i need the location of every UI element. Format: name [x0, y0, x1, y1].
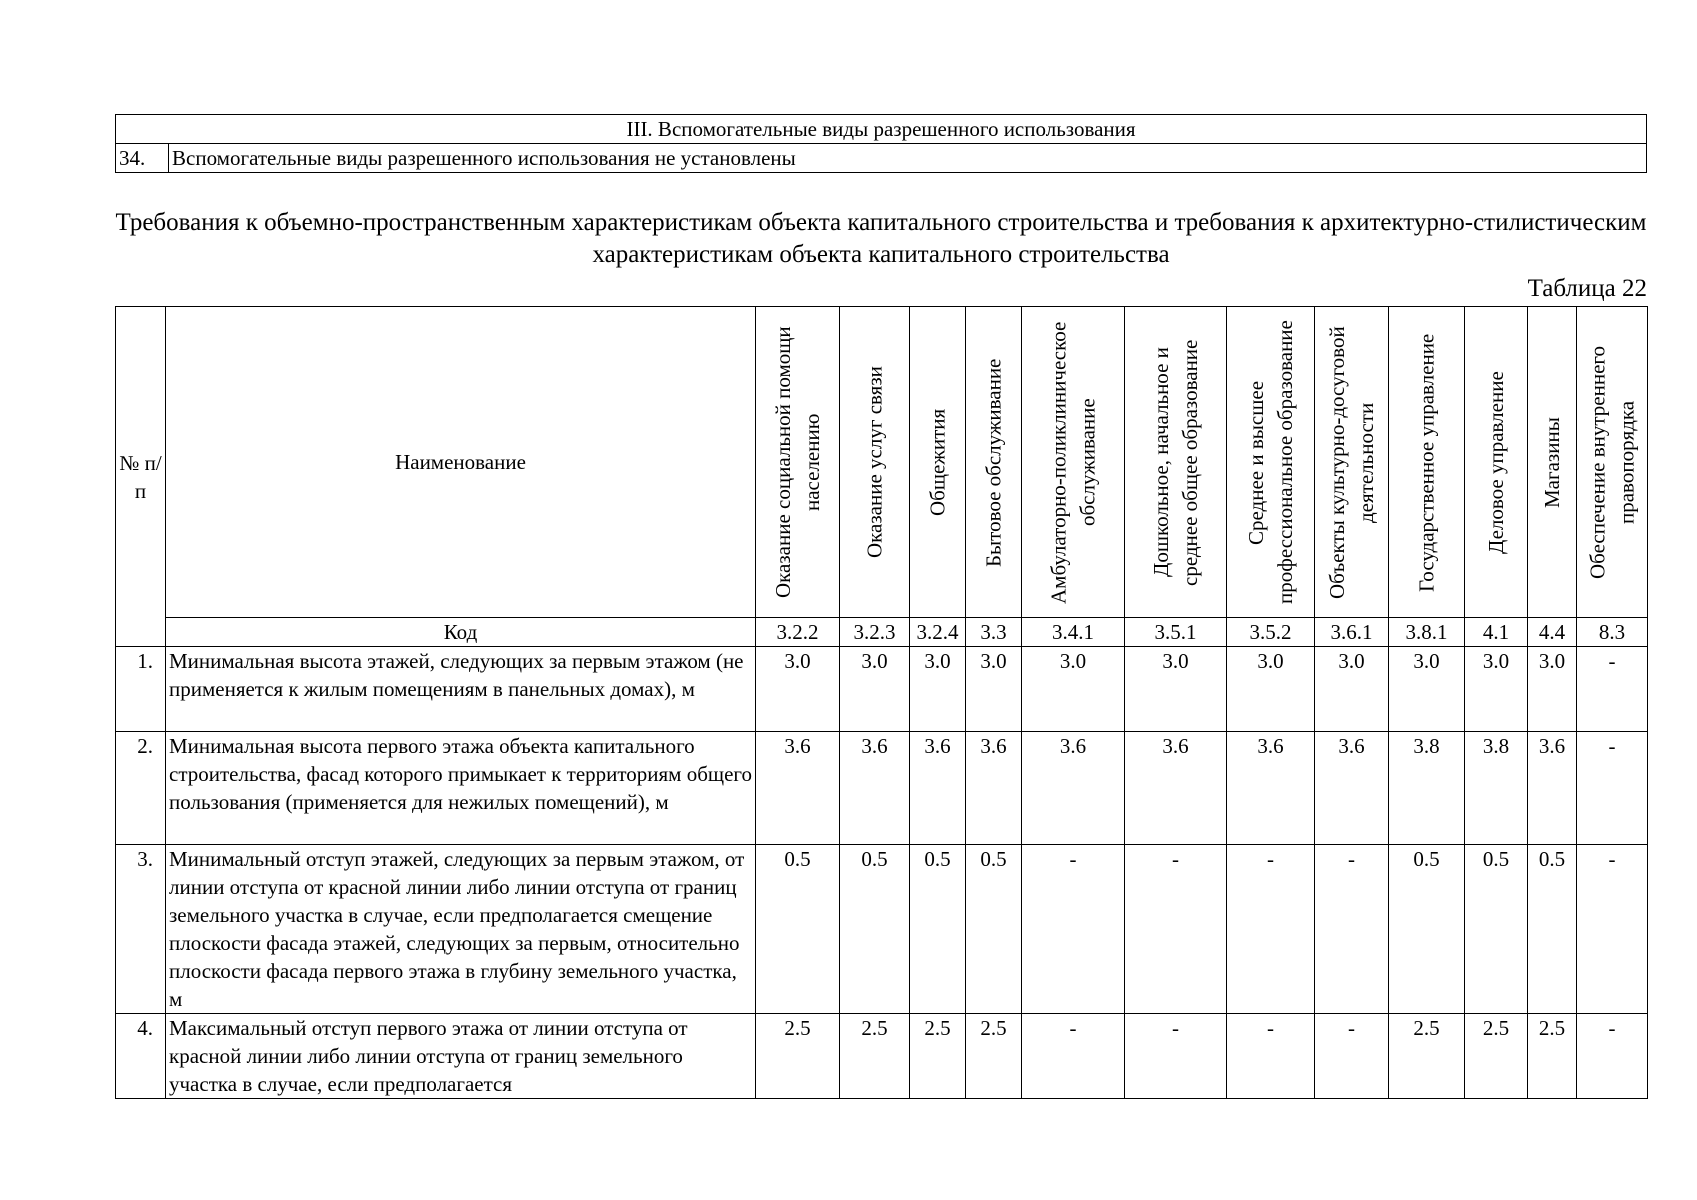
row-name: Максимальный отступ первого этажа от линии отступа от красной линии либо линии отступа от границ земельного участка в случае, если предполагается [166, 1014, 756, 1099]
value-cell: 3.0 [1125, 647, 1227, 732]
code-cell: 3.4.1 [1022, 618, 1125, 647]
value-cell: 3.0 [1227, 647, 1315, 732]
value-cell: 3.0 [1528, 647, 1577, 732]
header-name: Наименование [166, 307, 756, 618]
value-cell: 0.5 [1465, 845, 1528, 1014]
value-cell: 3.6 [1315, 732, 1389, 845]
permitted-use-table [115, 114, 1647, 173]
column-header: Амбулаторно-поликлиническое обслуживание [1022, 307, 1125, 618]
value-cell: - [1577, 845, 1648, 1014]
row-number: 3. [116, 845, 166, 1014]
value-cell: 3.6 [910, 732, 966, 845]
value-cell: 0.5 [966, 845, 1022, 1014]
value-cell: 0.5 [1528, 845, 1577, 1014]
value-cell: 3.6 [756, 732, 840, 845]
header-row [116, 307, 1648, 618]
value-cell: 3.0 [966, 647, 1022, 732]
column-header: Обеспечение внутреннего правопорядка [1577, 307, 1648, 618]
value-cell: 3.0 [1465, 647, 1528, 732]
row-number: 1. [116, 647, 166, 732]
value-cell: 2.5 [840, 1014, 910, 1099]
value-cell: 3.0 [756, 647, 840, 732]
code-cell: 3.8.1 [1389, 618, 1465, 647]
value-cell: 2.5 [1465, 1014, 1528, 1099]
column-header: Оказание социальной помощи населению [756, 307, 840, 618]
value-cell: 3.0 [1389, 647, 1465, 732]
value-cell: - [1577, 732, 1648, 845]
code-cell: 4.1 [1465, 618, 1528, 647]
value-cell: 3.0 [1022, 647, 1125, 732]
table-row [116, 115, 1647, 144]
value-cell: - [1577, 1014, 1648, 1099]
value-cell: 2.5 [910, 1014, 966, 1099]
value-cell: 3.6 [1227, 732, 1315, 845]
column-header: Оказание услуг связи [840, 307, 910, 618]
code-cell: 4.4 [1528, 618, 1577, 647]
column-header: Магазины [1528, 307, 1577, 618]
value-cell: 3.0 [910, 647, 966, 732]
code-row [116, 618, 1648, 647]
code-cell: 3.6.1 [1315, 618, 1389, 647]
code-cell: 3.2.3 [840, 618, 910, 647]
value-cell: 3.6 [1528, 732, 1577, 845]
row-number: 4. [116, 1014, 166, 1099]
value-cell: 0.5 [1389, 845, 1465, 1014]
row-number: 2. [116, 732, 166, 845]
section-title: III. Вспомогательные виды разрешенного использования [116, 115, 1647, 144]
value-cell: - [1022, 845, 1125, 1014]
table-caption: Требования к объемно-пространственным характеристикам объекта капитального строительства и требования к архитектурно-стилистическим характеристикам объекта капитального строительства [115, 209, 1647, 268]
code-cell: 3.2.2 [756, 618, 840, 647]
value-cell: 0.5 [910, 845, 966, 1014]
value-cell: - [1125, 845, 1227, 1014]
value-cell: 2.5 [1528, 1014, 1577, 1099]
value-cell: - [1315, 845, 1389, 1014]
value-cell: - [1577, 647, 1648, 732]
value-cell: - [1022, 1014, 1125, 1099]
table-row [116, 845, 1648, 1014]
code-cell: 3.3 [966, 618, 1022, 647]
column-header: Объекты культурно-досуговой деятельности [1315, 307, 1389, 618]
value-cell: - [1125, 1014, 1227, 1099]
row-name: Минимальная высота этажей, следующих за первым этажом (не применяется к жилым помещениям в панельных домах), м [166, 647, 756, 732]
table-row [116, 732, 1648, 845]
code-cell: 3.2.4 [910, 618, 966, 647]
value-cell: 3.6 [1125, 732, 1227, 845]
value-cell: 3.0 [840, 647, 910, 732]
value-cell: 2.5 [966, 1014, 1022, 1099]
value-cell: 3.8 [1389, 732, 1465, 845]
value-cell: 2.5 [1389, 1014, 1465, 1099]
value-cell: 0.5 [756, 845, 840, 1014]
value-cell: - [1227, 845, 1315, 1014]
code-cell: 8.3 [1577, 618, 1648, 647]
row-name: Минимальная высота первого этажа объекта капитального строительства, фасад которого примыкает к территориям общего пользования (применяется для нежилых помещений), м [166, 732, 756, 845]
header-number: № п/п [116, 307, 166, 647]
value-cell: - [1227, 1014, 1315, 1099]
column-header: Среднее и высшее профессиональное образование [1227, 307, 1315, 618]
column-header: Дошкольное, начальное и среднее общее образование [1125, 307, 1227, 618]
value-cell: 3.6 [1022, 732, 1125, 845]
table-row [116, 647, 1648, 732]
column-header: Деловое управление [1465, 307, 1528, 618]
column-header: Бытовое обслуживание [966, 307, 1022, 618]
value-cell: 3.0 [1315, 647, 1389, 732]
column-header: Общежития [910, 307, 966, 618]
value-cell: 2.5 [756, 1014, 840, 1099]
code-cell: 3.5.1 [1125, 618, 1227, 647]
table-number: Таблица 22 [1527, 275, 1647, 302]
row-name: Минимальный отступ этажей, следующих за первым этажом, от линии отступа от красной линии либо линии отступа от границ земельного участка в случае, если предполагается смещение плоскости фасада этажей, следующих за первым, относительно плоскости фасада первого этажа в глубину земельного участка, м [166, 845, 756, 1014]
row-number: 34. [116, 144, 169, 173]
table-row [116, 144, 1647, 173]
value-cell: 3.8 [1465, 732, 1528, 845]
table-row [116, 1014, 1648, 1099]
column-header: Государственное управление [1389, 307, 1465, 618]
value-cell: 3.6 [966, 732, 1022, 845]
code-label: Код [166, 618, 756, 647]
value-cell: - [1315, 1014, 1389, 1099]
requirements-table [115, 306, 1648, 1099]
row-text: Вспомогательные виды разрешенного использования не установлены [169, 144, 1647, 173]
value-cell: 3.6 [840, 732, 910, 845]
value-cell: 0.5 [840, 845, 910, 1014]
code-cell: 3.5.2 [1227, 618, 1315, 647]
